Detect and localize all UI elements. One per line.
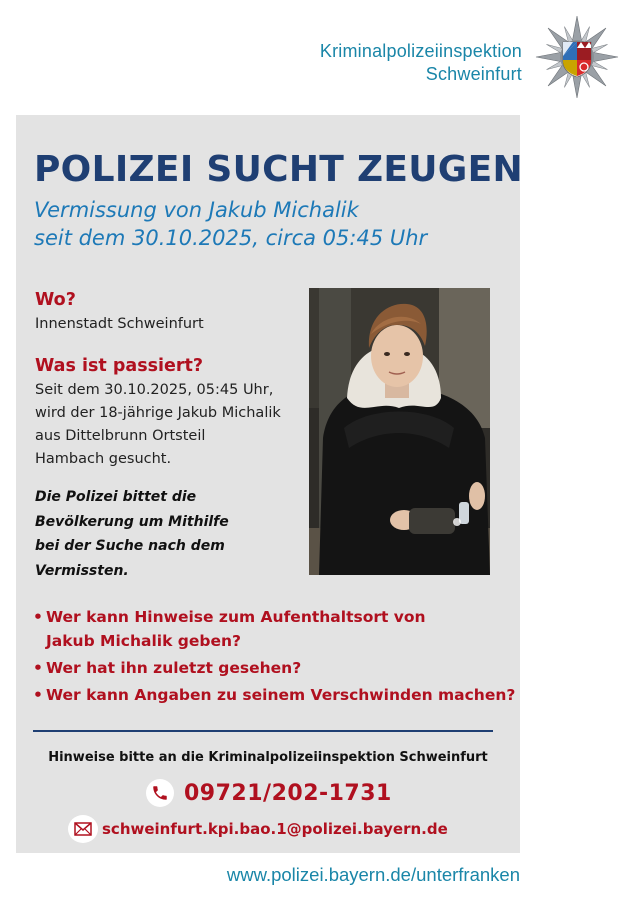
organization-name-line1: Kriminalpolizeiinspektion <box>319 41 522 61</box>
phone-contact[interactable] <box>146 777 392 809</box>
what-line-1: Seit dem 30.10.2025, 05:45 Uhr, <box>35 382 274 398</box>
question-list <box>33 605 515 710</box>
question-2: • Wer hat ihn zuletzt gesehen? <box>46 659 302 677</box>
subtitle-line-2: seit dem 30.10.2025, circa 05:45 Uhr <box>34 226 428 250</box>
website-link[interactable]: www.polizei.bayern.de/unterfranken <box>226 864 520 885</box>
poster-subtitle <box>34 196 427 252</box>
appeal-line-3: bei der Suche nach dem <box>35 538 225 554</box>
section-divider <box>33 730 493 732</box>
organization-name <box>320 40 522 86</box>
contact-intro: Hinweise bitte an die Kriminalpolizeiinspektion Schweinfurt <box>48 750 488 765</box>
where-heading: Wo? <box>35 290 76 310</box>
email-address[interactable]: schweinfurt.kpi.bao.1@polizei.bayern.de <box>102 820 448 838</box>
organization-name-line2: Schweinfurt <box>425 64 522 84</box>
question-1-line-2: Jakub Michalik geben? <box>46 632 242 650</box>
what-line-2: wird der 18-jährige Jakub Michalik <box>35 405 281 421</box>
poster-title: POLIZEI SUCHT ZEUGEN <box>34 149 523 190</box>
what-line-3: aus Dittelbrunn Ortsteil <box>35 428 206 444</box>
appeal-line-2: Bevölkerung um Mithilfe <box>35 513 229 530</box>
what-heading: Was ist passiert? <box>35 356 204 376</box>
phone-icon <box>146 779 174 807</box>
email-contact[interactable] <box>68 815 448 843</box>
phone-number[interactable]: 09721/202-1731 <box>184 780 392 806</box>
question-item <box>33 683 515 707</box>
question-item <box>33 656 515 680</box>
where-text: Innenstadt Schweinfurt <box>35 316 204 332</box>
appeal-line-4: Vermissten. <box>35 562 129 579</box>
question-item <box>33 605 515 653</box>
bavarian-police-star-icon <box>535 15 619 99</box>
subtitle-line-1: Vermissung von Jakub Michalik <box>34 198 359 222</box>
what-description <box>35 379 281 471</box>
envelope-icon <box>68 815 98 843</box>
question-3: • Wer kann Angaben zu seinem Verschwinden machen? <box>46 686 516 704</box>
police-appeal <box>35 485 229 583</box>
what-line-4: Hambach gesucht. <box>35 451 172 467</box>
missing-person-photo <box>309 288 490 575</box>
question-1-line-1: • Wer kann Hinweise zum Aufenthaltsort von <box>46 608 426 626</box>
appeal-line-1: Die Polizei bittet die <box>35 489 197 505</box>
